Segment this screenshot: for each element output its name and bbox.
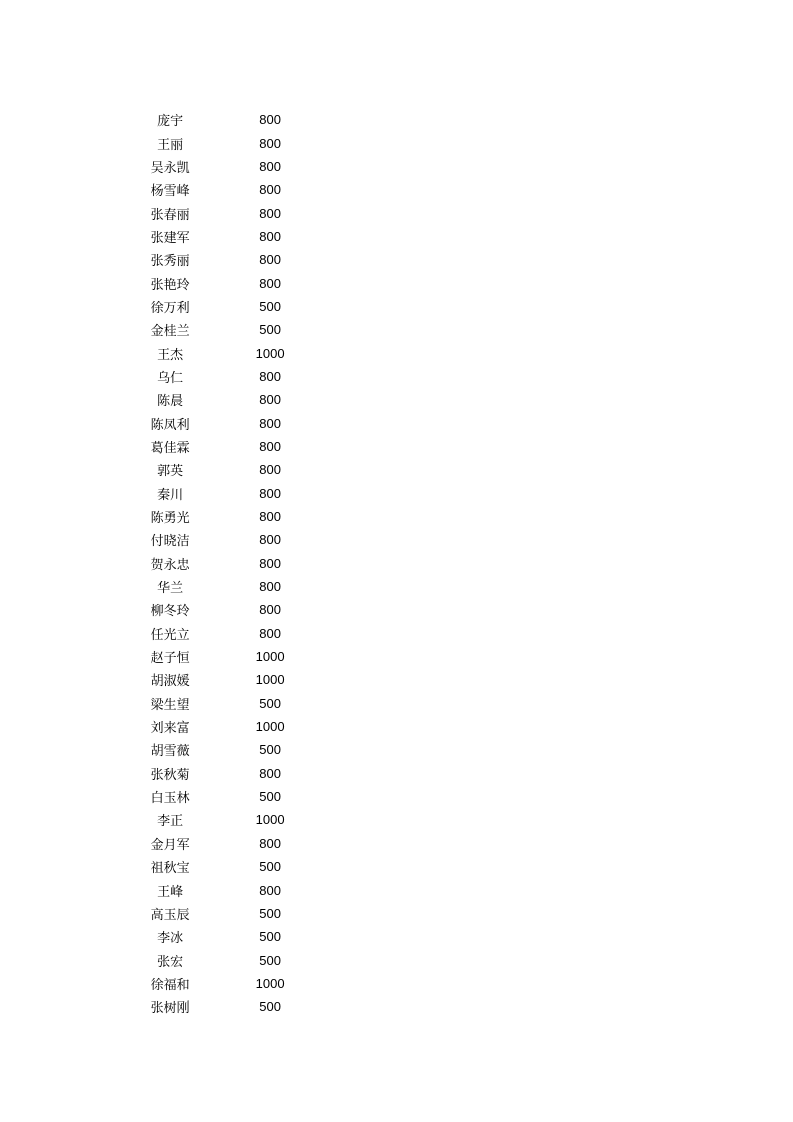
amount-value: 800	[259, 415, 281, 431]
list-row	[132, 435, 332, 458]
amount-value: 500	[259, 789, 281, 805]
list-row	[132, 808, 332, 831]
list-row	[132, 715, 332, 738]
person-name: 华兰	[157, 581, 184, 597]
name-amount-list	[132, 108, 332, 1018]
amount-value: 1000	[255, 812, 285, 828]
list-row	[132, 411, 332, 434]
person-name: 郭英	[157, 464, 184, 480]
person-name: 任光立	[150, 627, 190, 643]
amount-value: 800	[259, 368, 281, 384]
amount-value: 500	[259, 695, 281, 711]
amount-value: 800	[259, 765, 281, 781]
person-name: 金月军	[150, 837, 190, 853]
person-name: 李冰	[157, 931, 184, 947]
person-name: 张艳玲	[150, 277, 190, 293]
person-name: 乌仁	[157, 370, 184, 386]
amount-value: 500	[259, 322, 281, 338]
person-name: 王丽	[157, 137, 184, 153]
list-row	[132, 925, 332, 948]
person-name: 庞宇	[157, 114, 184, 130]
person-name: 张秀丽	[150, 254, 190, 270]
amount-value: 800	[259, 532, 281, 548]
amount-value: 800	[259, 438, 281, 454]
amount-value: 800	[259, 228, 281, 244]
amount-value: 1000	[255, 672, 285, 688]
list-row	[132, 878, 332, 901]
list-row	[132, 131, 332, 154]
person-name: 贺永忠	[150, 557, 190, 573]
amount-value: 800	[259, 485, 281, 501]
list-row	[132, 575, 332, 598]
amount-value: 800	[259, 392, 281, 408]
person-name: 李正	[157, 814, 184, 830]
list-row	[132, 902, 332, 925]
person-name: 付晓洁	[150, 534, 190, 550]
person-name: 张春丽	[150, 207, 190, 223]
amount-value: 1000	[255, 975, 285, 991]
list-row	[132, 855, 332, 878]
person-name: 王杰	[157, 347, 184, 363]
person-name: 杨雪峰	[150, 184, 190, 200]
person-name: 张树刚	[150, 1001, 190, 1017]
person-name: 徐万利	[150, 300, 190, 316]
list-row	[132, 458, 332, 481]
person-name: 吴永凯	[150, 160, 190, 176]
person-name: 刘来富	[150, 721, 190, 737]
amount-value: 500	[259, 905, 281, 921]
person-name: 秦川	[157, 487, 184, 503]
person-name: 葛佳霖	[150, 440, 190, 456]
list-row	[132, 552, 332, 575]
list-row	[132, 155, 332, 178]
amount-value: 800	[259, 602, 281, 618]
person-name: 梁生望	[150, 697, 190, 713]
list-row	[132, 248, 332, 271]
amount-value: 800	[259, 462, 281, 478]
list-row	[132, 505, 332, 528]
person-name: 胡雪薇	[150, 744, 190, 760]
list-row	[132, 388, 332, 411]
list-row	[132, 225, 332, 248]
amount-value: 1000	[255, 649, 285, 665]
list-row	[132, 178, 332, 201]
person-name: 王峰	[157, 884, 184, 900]
amount-value: 800	[259, 579, 281, 595]
amount-value: 800	[259, 882, 281, 898]
amount-value: 500	[259, 999, 281, 1015]
person-name: 陈凤利	[150, 417, 190, 433]
list-row	[132, 622, 332, 645]
list-row	[132, 201, 332, 224]
amount-value: 800	[259, 555, 281, 571]
amount-value: 800	[259, 205, 281, 221]
list-row	[132, 108, 332, 131]
amount-value: 800	[259, 182, 281, 198]
person-name: 白玉林	[150, 791, 190, 807]
person-name: 祖秋宝	[150, 861, 190, 877]
amount-value: 1000	[255, 719, 285, 735]
amount-value: 800	[259, 625, 281, 641]
amount-value: 500	[259, 742, 281, 758]
person-name: 张秋菊	[150, 767, 190, 783]
list-row	[132, 341, 332, 364]
amount-value: 500	[259, 298, 281, 314]
list-row	[132, 271, 332, 294]
amount-value: 800	[259, 835, 281, 851]
list-row	[132, 482, 332, 505]
list-row	[132, 948, 332, 971]
list-row	[132, 668, 332, 691]
amount-value: 800	[259, 252, 281, 268]
list-row	[132, 365, 332, 388]
amount-value: 1000	[255, 345, 285, 361]
list-row	[132, 318, 332, 341]
list-row	[132, 832, 332, 855]
person-name: 赵子恒	[150, 651, 190, 667]
amount-value: 500	[259, 859, 281, 875]
person-name: 陈勇光	[150, 511, 190, 527]
list-row	[132, 598, 332, 621]
person-name: 高玉辰	[150, 907, 190, 923]
person-name: 徐福和	[150, 977, 190, 993]
list-row	[132, 738, 332, 761]
list-row	[132, 995, 332, 1018]
person-name: 张建军	[150, 230, 190, 246]
amount-value: 800	[259, 509, 281, 525]
amount-value: 800	[259, 135, 281, 151]
amount-value: 800	[259, 112, 281, 128]
list-row	[132, 762, 332, 785]
list-row	[132, 972, 332, 995]
amount-value: 500	[259, 929, 281, 945]
person-name: 胡淑媛	[150, 674, 190, 690]
amount-value: 800	[259, 158, 281, 174]
amount-value: 800	[259, 275, 281, 291]
list-row	[132, 785, 332, 808]
person-name: 张宏	[157, 954, 184, 970]
person-name: 柳冬玲	[150, 604, 190, 620]
list-row	[132, 645, 332, 668]
person-name: 陈晨	[157, 394, 184, 410]
amount-value: 500	[259, 952, 281, 968]
list-row	[132, 692, 332, 715]
list-row	[132, 528, 332, 551]
list-row	[132, 295, 332, 318]
person-name: 金桂兰	[150, 324, 190, 340]
